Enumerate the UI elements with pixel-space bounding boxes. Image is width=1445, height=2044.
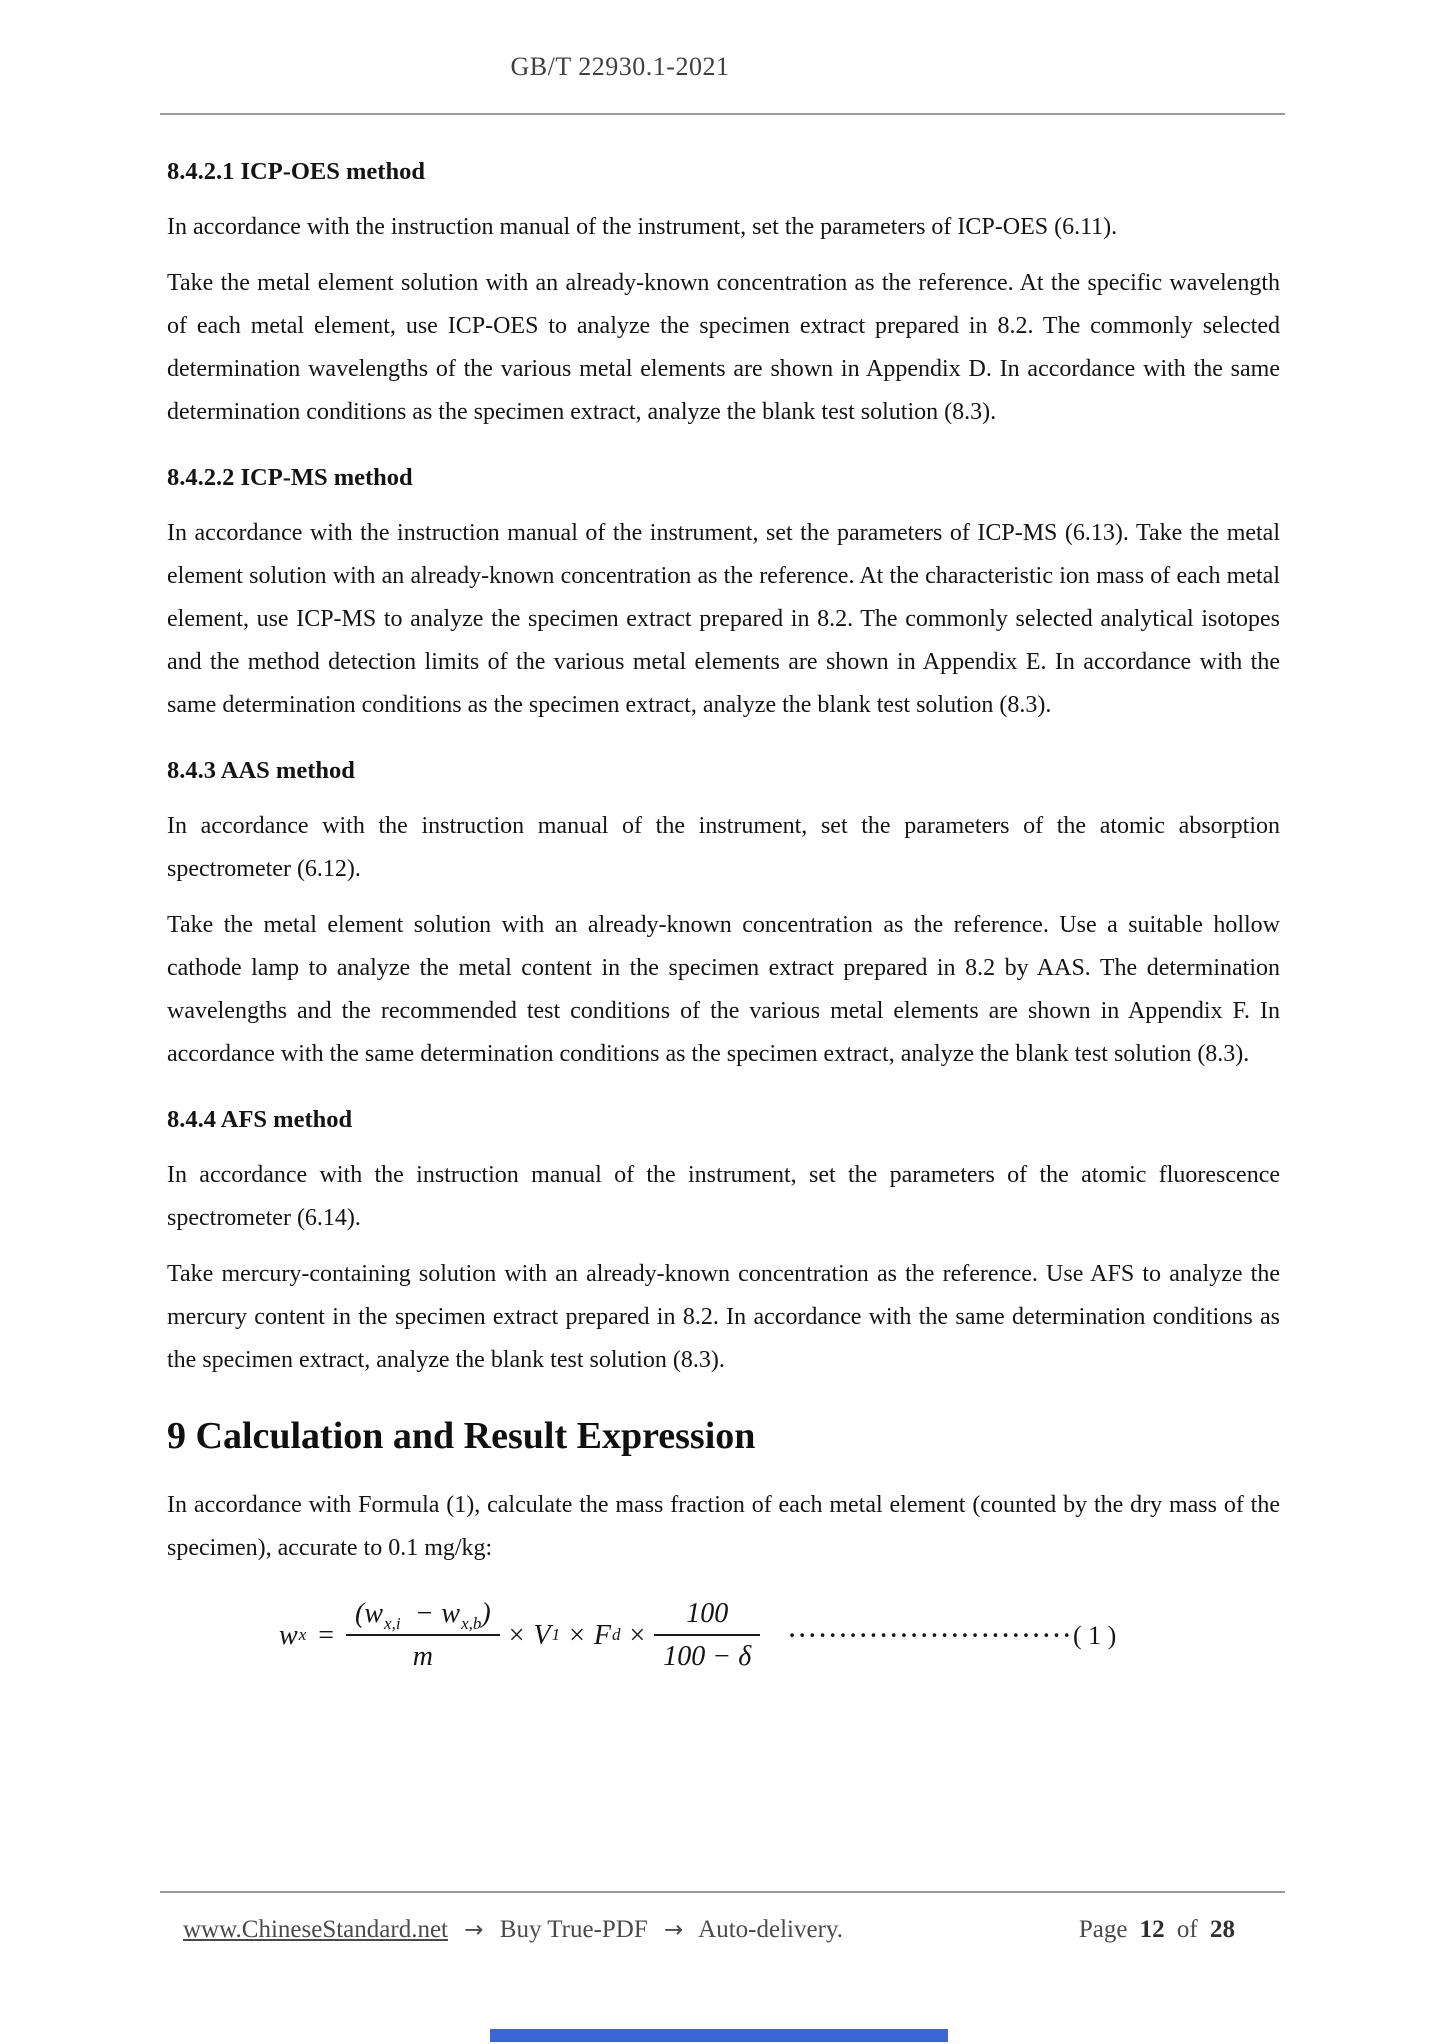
bottom-link-bar[interactable] [490,2029,948,2042]
paragraph: In accordance with the instruction manual of the instrument, set the parameters of ICP-OES (6.11). [167,214,1118,240]
paragraph: Take the metal element solution with an already-known concentration as the reference. At the specific wavelength of each metal element, use ICP-OES to analyze the specimen extract prepared in 8.2. The commonly selected determination wavelengths of the various metal elements are shown in Appendix D. In accordance with the same determination conditions as the specimen extract, analyze the blank test solution (8.3). [167,270,1280,425]
chapter-heading-9: 9 Calculation and Result Expression [167,1415,756,1457]
dotted-leader: ···························· [788,1622,1073,1648]
arrow-icon: → [664,1917,684,1943]
page-current: 12 [1139,1916,1165,1943]
fraction-2-denominator: 100 − δ [654,1634,760,1674]
times-sign: × [629,1619,646,1651]
paragraph: In accordance with the instruction manual of the instrument, set the parameters of ICP-MS (6.13). Take the metal element solution with an already-known concentration as the reference. At the characteristic ion mass of each metal element, use ICP-MS to analyze the specimen extract prepared in 8.2. The commonly selected analytical isotopes and the method detection limits of the various metal elements are shown in Appendix E. In accordance with the same determination conditions as the specimen extract, analyze the blank test solution (8.3). [167,520,1280,718]
footer-delivery-text: Auto-delivery. [698,1916,844,1943]
footer-buy-text: Buy True-PDF [499,1916,648,1943]
footer-divider [160,1891,1285,1893]
paragraph: Take mercury-containing solution with an already-known concentration as the reference. Use AFS to analyze the mercury content in the specimen extract prepared in 8.2. In accordance with the same determination conditions as the specimen extract, analyze the blank test solution (8.3). [167,1261,1280,1373]
formula-volume-variable: V [533,1619,551,1651]
page-label: Page [1078,1916,1128,1943]
fraction-1 [346,1596,500,1674]
page-footer [183,1910,1235,1950]
times-sign: × [569,1619,585,1651]
document-body [167,128,1280,1674]
page-total: 28 [1210,1916,1235,1943]
section-heading-8-4-4: 8.4.4 AFS method [167,1106,353,1133]
section-heading-8-4-2-1: 8.4.2.1 ICP-OES method [167,158,425,185]
formula-1 [167,1596,1280,1674]
header-divider [160,113,1285,115]
arrow-icon: → [464,1917,484,1943]
paragraph: In accordance with the instruction manual of the instrument, set the parameters of the atomic absorption spectrometer (6.12). [167,813,1280,882]
page-of-label: of [1176,1916,1198,1943]
formula-expression: w x = $\frac{(w_{x,i} - w_{x,b})}{m}$ × V 1 × F d × $\frac{100}{100 - \delta}$ [279,1596,760,1674]
equals-sign: = [318,1619,335,1651]
section-heading-8-4-2-2: 8.4.2.2 ICP-MS method [167,464,413,491]
footer-promo [183,1910,843,1950]
times-sign: × [508,1619,525,1651]
paragraph: In accordance with Formula (1), calculate the mass fraction of each metal element (counted by the dry mass of the specimen), accurate to 0.1 mg/kg: [167,1492,1280,1561]
fraction-2-numerator: 100 [686,1598,729,1629]
formula-result-variable: w [279,1619,298,1651]
page-header-standard-number: GB/T 22930.1-2021 [510,52,730,81]
fraction-2 [654,1596,760,1674]
formula-dilution-variable: F [593,1619,611,1651]
fraction-1-numerator: $(w_{x,i} - w_{x,b})$ [355,1598,491,1633]
chinesestandard-link[interactable]: www.ChineseStandard.net [183,1916,448,1943]
equation-number: ( 1 ) [1073,1620,1117,1650]
paragraph: In accordance with the instruction manual of the instrument, set the parameters of the atomic fluorescence spectrometer (6.14). [167,1162,1280,1231]
section-heading-8-4-3: 8.4.3 AAS method [167,757,355,784]
paragraph: Take the metal element solution with an already-known concentration as the reference. Use a suitable hollow cathode lamp to analyze the metal content in the specimen extract prepared in 8.2 by AAS. The determination wavelengths and the recommended test conditions of the various metal elements are shown in Appendix F. In accordance with the same determination conditions as the specimen extract, analyze the blank test solution (8.3). [167,912,1280,1067]
fraction-1-denominator: m [346,1634,500,1674]
footer-page-indicator [1073,1910,1235,1950]
